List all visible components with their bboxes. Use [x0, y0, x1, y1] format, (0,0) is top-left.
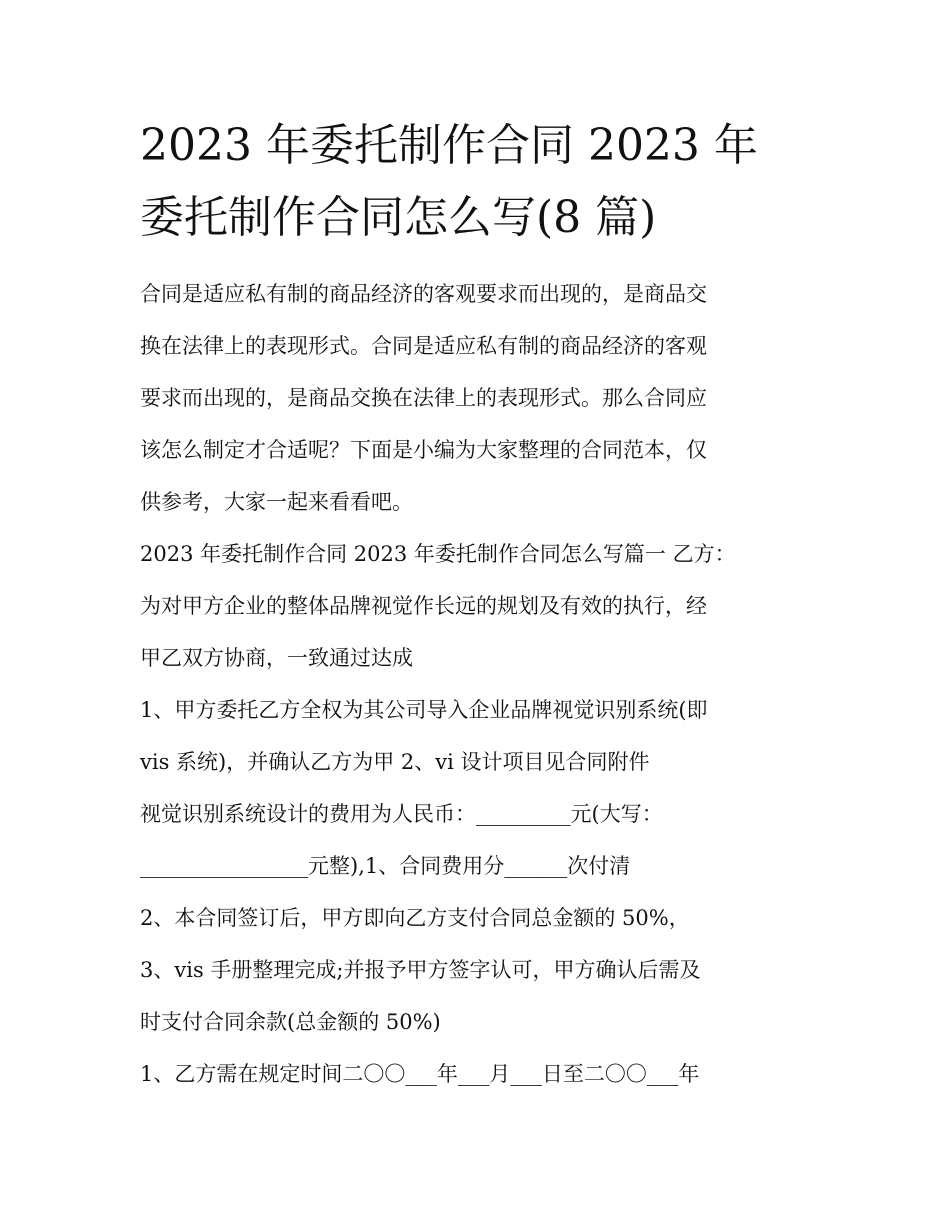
paragraph-payment-2	[140, 892, 820, 944]
text-line: vis 系统)，并确认乙方为甲 2、vi 设计项目见合同附件	[140, 750, 650, 774]
paragraph-section-heading	[140, 528, 820, 684]
text-line: 3、vis 手册整理完成;并报予甲方签字认可，甲方确认后需及	[140, 958, 701, 982]
title-line-1: 2023 年委托制作合同 2023 年	[140, 120, 758, 171]
paragraph-payment-3	[140, 944, 820, 1048]
text-line: ________________元整),1、合同费用分______次付清	[140, 854, 631, 878]
paragraph-schedule	[140, 1048, 820, 1100]
text-line: 时支付合同余款(总金额的 50%)	[140, 1010, 441, 1034]
text-line: 视觉识别系统设计的费用为人民币：_________元(大写：	[140, 802, 663, 826]
text-line: 1、甲方委托乙方全权为其公司导入企业品牌视觉识别系统(即	[140, 698, 708, 722]
paragraph-intro	[140, 268, 820, 528]
text-line: 换在法律上的表现形式。合同是适应私有制的商品经济的客观	[140, 334, 707, 358]
text-line: 2023 年委托制作合同 2023 年委托制作合同怎么写篇一 乙方：	[140, 542, 736, 566]
text-line: 1、乙方需在规定时间二〇〇___年___月___日至二〇〇___年	[140, 1062, 700, 1086]
paragraph-clause-1	[140, 684, 820, 788]
paragraph-fee	[140, 788, 820, 892]
text-line: 合同是适应私有制的商品经济的客观要求而出现的，是商品交	[140, 282, 707, 306]
text-line: 要求而出现的，是商品交换在法律上的表现形式。那么合同应	[140, 386, 707, 410]
document-page	[140, 110, 820, 1100]
text-line: 供参考，大家一起来看看吧。	[140, 490, 413, 514]
title-line-2: 委托制作合同怎么写(8 篇)	[140, 192, 657, 243]
document-title	[140, 110, 820, 254]
text-line: 甲乙双方协商，一致通过达成	[140, 646, 413, 670]
document-body	[140, 268, 820, 1100]
text-line: 为对甲方企业的整体品牌视觉作长远的规划及有效的执行，经	[140, 594, 707, 618]
text-line: 2、本合同签订后，甲方即向乙方支付合同总金额的 50%，	[140, 906, 690, 930]
text-line: 该怎么制定才合适呢？下面是小编为大家整理的合同范本，仅	[140, 438, 707, 462]
